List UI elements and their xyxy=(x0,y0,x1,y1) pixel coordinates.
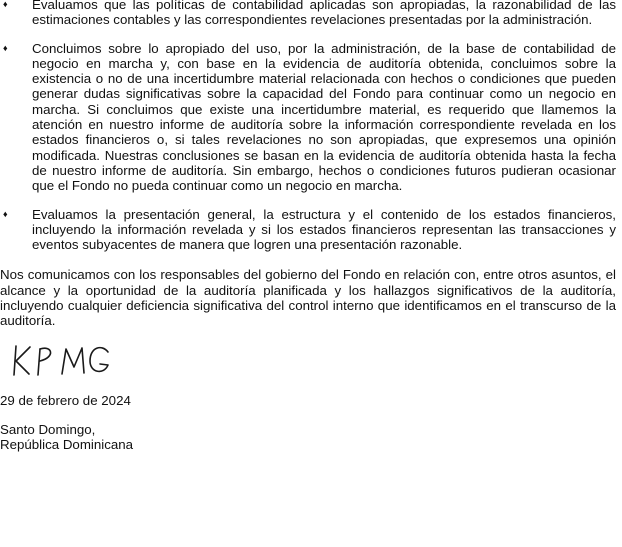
bullet-item xyxy=(0,207,622,253)
kpmg-signature xyxy=(12,341,622,381)
diamond-bullet-icon: ♦ xyxy=(3,42,8,53)
bullet-text: Concluimos sobre lo apropiado del uso, por la administración, de la base de contabilidad de negocio en marcha y, con base en la evidencia de auditoría obtenida, concluimos sobre la existencia o no de una incertidumbre material relacionada con hechos o condiciones que pueden generar dudas significativas sobre la capacidad del Fondo para continuar como un negocio en marcha. Si concluimos que existe una incertidumbre material, es requerido que llamemos la atención en nuestro informe de auditoría sobre la información correspondiente revelada en los estados financieros o, si tales revelaciones no son apropiadas, que expresemos una opinión modificada. Nuestras conclusiones se basan en la evidencia de auditoría obtenida hasta la fecha de nuestro informe de auditoría. Sin embargo, hechos o condiciones futuros pudieran ocasionar que el Fondo no pueda continuar como un negocio en marcha. xyxy=(32,40,616,194)
handwritten-signature-icon xyxy=(12,341,122,381)
city-line: Santo Domingo, xyxy=(0,421,96,437)
diamond-bullet-icon: ♦ xyxy=(3,0,8,9)
country-line: República Dominicana xyxy=(0,437,134,453)
bullet-item xyxy=(0,0,622,28)
communication-paragraph: Nos comunicamos con los responsables del gobierno del Fondo en relación con, entre otros asuntos, el alcance y la oportunidad de la auditoría planificada y los hallazgos significativos de la auditoría, incluyendo cualquier deficiencia significativa del control interno que identificamos en el transcurso de la auditoría. xyxy=(0,267,616,329)
place-block xyxy=(0,422,622,453)
diamond-bullet-icon: ♦ xyxy=(3,208,8,219)
bullet-text: Evaluamos que las políticas de contabilidad aplicadas son apropiadas, la razonabilidad de las estimaciones contables y las correspondientes revelaciones presentadas por la administración. xyxy=(32,0,616,28)
report-date: 29 de febrero de 2024 xyxy=(0,392,131,408)
bullet-item xyxy=(0,41,622,194)
bullet-text: Evaluamos la presentación general, la estructura y el contenido de los estados financieros, incluyendo la información revelada y si los estados financieros representan las transacciones y eventos subyacentes de manera que logren una presentación razonable. xyxy=(32,206,616,253)
